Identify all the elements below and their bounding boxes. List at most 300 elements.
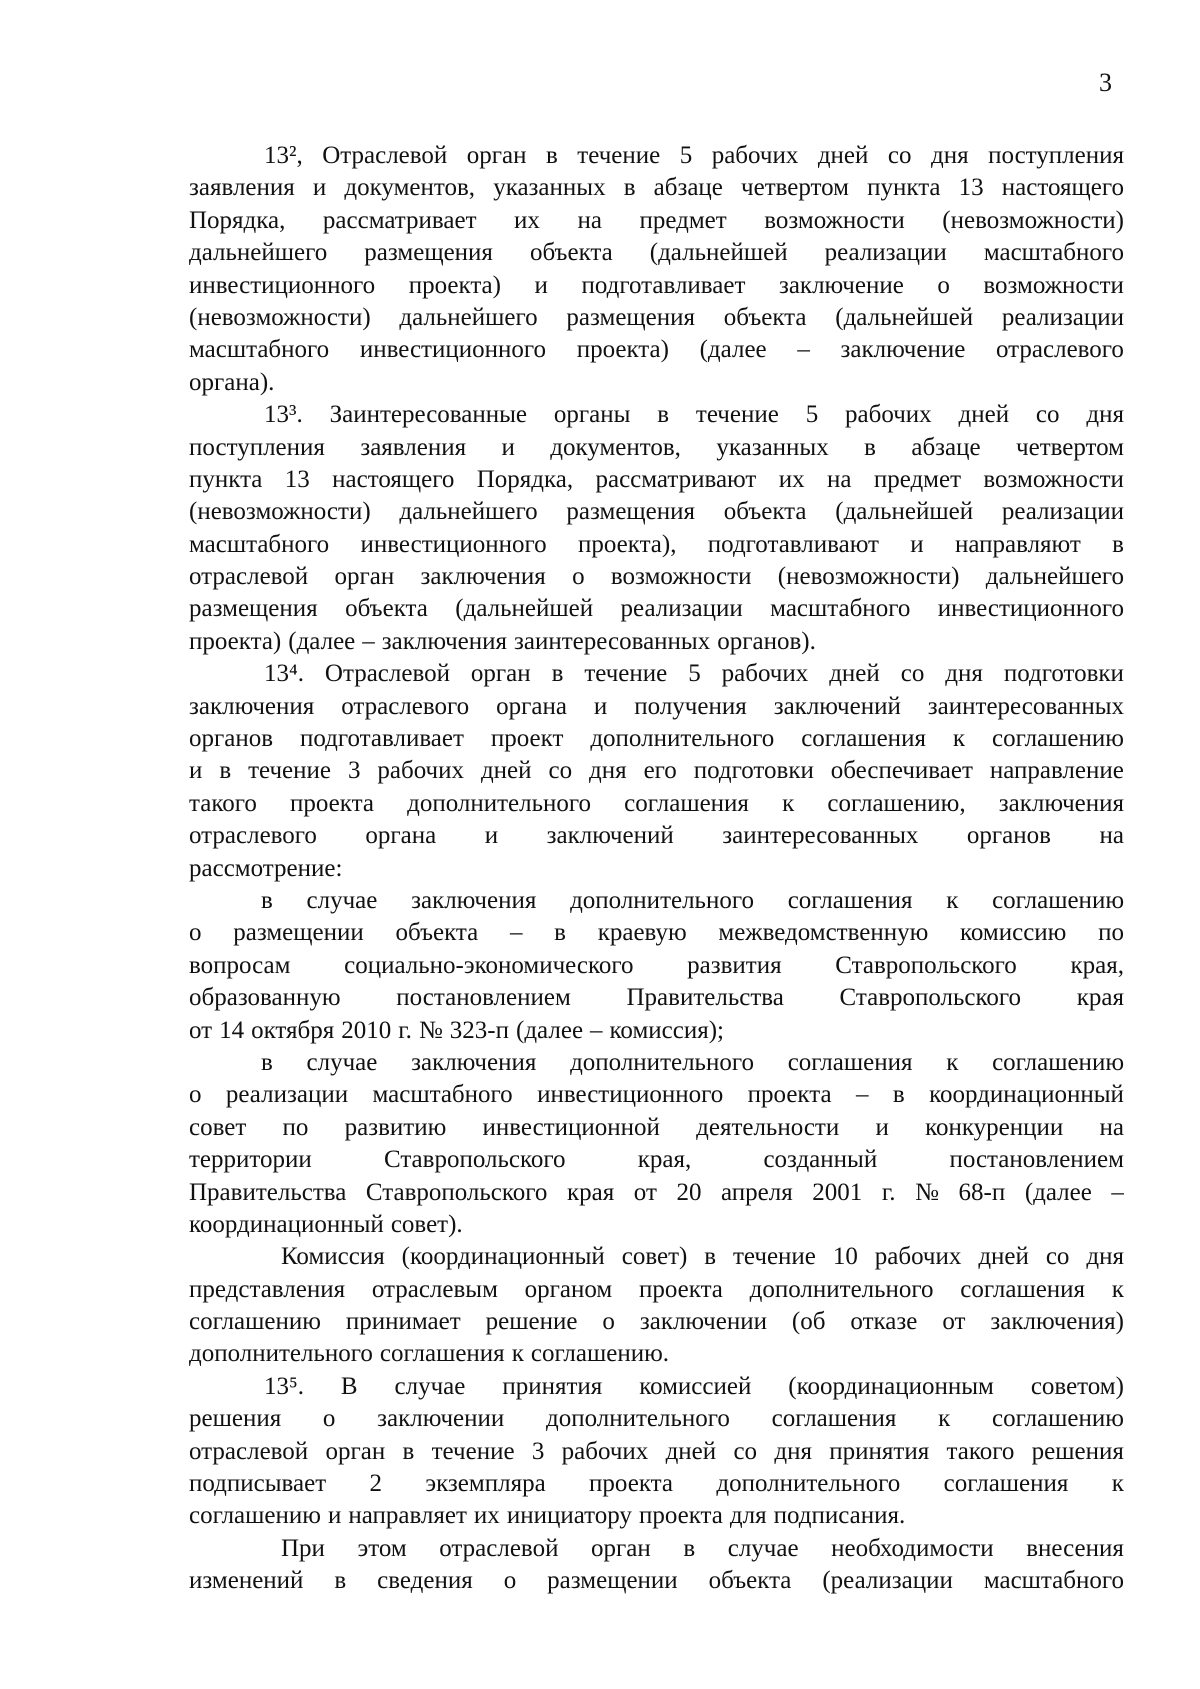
word: 68-п <box>958 1178 1006 1206</box>
word: г. <box>398 1016 412 1044</box>
word: проекта <box>638 1275 723 1303</box>
word: соглашению <box>992 886 1124 914</box>
word: их <box>514 206 540 234</box>
word: 5 <box>805 401 819 429</box>
word: дней <box>480 757 532 785</box>
word: и <box>327 1502 342 1530</box>
word: комиссию <box>960 919 1067 947</box>
word: краевую <box>597 919 687 947</box>
word: 13⁵. <box>264 1372 304 1400</box>
word: заявления <box>189 174 295 202</box>
text-line <box>189 1209 1124 1241</box>
text-line <box>189 982 1124 1014</box>
word: в <box>683 1534 696 1562</box>
word: органом <box>524 1275 613 1303</box>
word: (реализации <box>822 1567 953 1595</box>
word: к <box>946 886 959 914</box>
word: и <box>484 822 499 850</box>
word: – <box>1111 1178 1124 1206</box>
word: соглашения <box>943 1470 1069 1498</box>
word: дней <box>665 1437 717 1465</box>
word: апреля <box>721 1178 793 1206</box>
word: 3 <box>531 1437 545 1465</box>
word: соглашению <box>991 1405 1124 1433</box>
word: органа <box>365 822 437 850</box>
word: (невозможности) <box>942 206 1124 234</box>
word: случае <box>394 1372 466 1400</box>
text-line <box>189 399 1124 431</box>
word: (далее <box>288 627 356 655</box>
word: в <box>551 660 564 688</box>
word: масштабного <box>189 530 330 558</box>
word: соглашения <box>624 789 749 817</box>
word: постановлением <box>396 984 571 1012</box>
word: и <box>875 1113 889 1141</box>
word: дней <box>978 1243 1029 1271</box>
word: со <box>733 1437 758 1465</box>
word: (координационным <box>788 1372 994 1400</box>
word: предмет <box>873 465 962 493</box>
word: дополнительного <box>716 1470 901 1498</box>
word: реализации <box>1001 303 1124 331</box>
word: дня <box>589 757 627 785</box>
text-line <box>189 529 1124 561</box>
word: 13 <box>284 465 310 493</box>
word: Отраслевой <box>324 660 450 688</box>
word: к <box>1111 1470 1124 1498</box>
word: проекта <box>290 789 374 817</box>
word: на <box>1099 822 1124 850</box>
text-line <box>189 1015 1124 1047</box>
word: на <box>577 206 602 234</box>
word: социально-экономического <box>344 951 634 979</box>
text-line <box>189 885 1124 917</box>
word: г. <box>881 1178 896 1206</box>
word: проекта <box>638 1502 723 1530</box>
text-line <box>189 302 1124 334</box>
word: рабочих <box>845 401 932 429</box>
word: Ставропольского <box>835 951 1017 979</box>
word: размещении <box>233 919 364 947</box>
word: возможности <box>983 465 1124 493</box>
word: координационный <box>189 1210 384 1238</box>
word: заинтересованных <box>514 627 711 655</box>
word: 2010 <box>341 1016 392 1044</box>
word: заключение <box>778 271 904 299</box>
word: предмет <box>639 206 727 234</box>
word: о <box>602 1308 615 1336</box>
word: дополнительного <box>545 1405 730 1433</box>
word: отказе <box>850 1308 918 1336</box>
word: внесения <box>1026 1534 1124 1562</box>
word: (далее <box>1024 1178 1092 1206</box>
word: соглашения <box>960 1275 1086 1303</box>
word: представления <box>189 1275 346 1303</box>
word: проекта <box>747 1081 832 1109</box>
text-line <box>189 561 1124 593</box>
word: рабочих <box>711 142 799 169</box>
word: постановлением <box>949 1146 1124 1174</box>
text-line <box>189 205 1124 237</box>
word: рабочих <box>377 757 465 785</box>
word: дальнейшего <box>399 498 538 526</box>
page-number: 3 <box>1099 68 1112 97</box>
word: дня <box>774 1437 812 1465</box>
word: со <box>1035 401 1060 429</box>
word: комиссия); <box>609 1016 724 1044</box>
word: объекта <box>723 303 807 331</box>
word: четвертом <box>1016 433 1124 461</box>
word: абзаце <box>911 433 981 461</box>
word: рабочих <box>721 660 809 688</box>
word: масштабного <box>372 1081 513 1109</box>
word: рассматривает <box>322 206 477 234</box>
word: обеспечивает <box>830 757 973 785</box>
word: принятия <box>829 1437 930 1465</box>
text-line <box>189 367 1124 399</box>
word: о <box>189 919 202 947</box>
word: советом) <box>1030 1372 1124 1400</box>
word: Ставропольского <box>365 1178 548 1206</box>
word: течение <box>577 142 661 169</box>
word: принимает <box>345 1308 461 1336</box>
word: отраслевой <box>189 563 309 591</box>
word: о <box>572 563 585 591</box>
word: в <box>554 919 566 947</box>
word: органов <box>189 725 274 753</box>
word: документов, <box>550 433 681 461</box>
word: и <box>593 692 608 720</box>
word: объекта <box>345 595 428 623</box>
word: реализации <box>1001 498 1124 526</box>
word: заключений <box>773 692 901 720</box>
word: подготовки <box>1003 660 1124 688</box>
word: орган <box>591 1534 651 1562</box>
word: их <box>778 465 805 493</box>
word: рассматривают <box>595 465 757 493</box>
word: направляют <box>954 530 1081 558</box>
word: соглашения <box>771 1405 897 1433</box>
text-line <box>189 334 1124 366</box>
word: Порядка, <box>476 465 574 493</box>
word: в <box>892 1081 905 1109</box>
word: рабочих <box>874 1243 962 1271</box>
word: дополнительного <box>189 1340 373 1368</box>
word: настоящего <box>332 465 455 493</box>
word: (далее <box>516 1016 584 1044</box>
word: заключения <box>381 627 508 655</box>
word: заключении <box>639 1308 767 1336</box>
word: соглашению. <box>530 1340 670 1368</box>
word: проекта) <box>576 336 669 364</box>
word: четвертом <box>741 174 849 202</box>
word: Заинтересованные <box>329 401 528 429</box>
word: инвестиционного <box>360 530 547 558</box>
word: № <box>418 1016 443 1044</box>
word: на <box>826 465 852 493</box>
word: инвестиционного <box>189 271 376 299</box>
text-line <box>189 950 1124 982</box>
word: и <box>534 271 548 299</box>
word: к <box>511 1340 524 1368</box>
word: соглашению <box>992 1048 1124 1076</box>
word: для <box>729 1502 767 1530</box>
word: (дальнейшей <box>649 239 788 267</box>
word: (далее <box>699 336 767 364</box>
word: 13 <box>958 174 984 202</box>
word: орган <box>470 660 531 688</box>
word: органа <box>496 692 567 720</box>
word: – <box>797 336 810 364</box>
word: экземпляра <box>425 1470 546 1498</box>
text-line <box>189 788 1124 820</box>
word: (координационный <box>401 1243 605 1271</box>
word: межведомственную <box>718 919 929 947</box>
document-body <box>189 140 1124 1598</box>
word: в <box>219 757 232 785</box>
word: инвестиционного <box>359 336 547 364</box>
text-line <box>189 1468 1124 1500</box>
word: Правительства <box>626 984 784 1012</box>
word: (невозможности) <box>189 498 371 526</box>
word: 323-п <box>449 1016 510 1044</box>
word: заявления <box>360 433 467 461</box>
word: соглашению <box>189 1308 321 1336</box>
word: о <box>503 1567 517 1595</box>
word: их <box>473 1502 500 1530</box>
text-line <box>189 1436 1124 1468</box>
word: от <box>189 1016 213 1044</box>
word: территории <box>189 1146 312 1174</box>
text-line <box>189 820 1124 852</box>
word: (дальнейшей <box>835 303 974 331</box>
word: течение <box>732 1243 816 1271</box>
word: соглашению, <box>827 789 966 817</box>
word: поступления <box>988 142 1124 169</box>
word: получения <box>634 692 747 720</box>
word: образованную <box>189 984 341 1012</box>
text-line <box>189 1177 1124 1209</box>
word: к <box>1111 1275 1124 1303</box>
word: течение <box>248 757 332 785</box>
word: пункта <box>867 174 941 202</box>
word: в <box>546 142 558 169</box>
word: этом <box>357 1534 407 1562</box>
word: течение <box>431 1437 515 1465</box>
word: орган <box>466 142 527 169</box>
text-line <box>189 1306 1124 1338</box>
word: к <box>946 1048 959 1076</box>
word: проект <box>490 725 564 753</box>
word: органа). <box>189 368 275 396</box>
word: объекта <box>395 919 479 947</box>
word: конкуренции <box>925 1113 1064 1141</box>
word: объекта <box>708 1567 792 1595</box>
word: – <box>362 627 375 655</box>
word: – <box>509 919 523 947</box>
word: органов). <box>717 627 816 655</box>
word: в <box>261 1048 273 1076</box>
text-line <box>189 237 1124 269</box>
word: поступления <box>189 433 325 461</box>
text-line <box>189 723 1124 755</box>
word: указанных <box>716 433 829 461</box>
word: совет <box>189 1113 247 1141</box>
word: инициатору <box>506 1502 632 1530</box>
word: созданный <box>763 1146 878 1174</box>
word: Отраслевой <box>322 142 448 169</box>
text-line <box>189 626 1124 658</box>
word: Порядка, <box>189 206 286 234</box>
word: края, <box>1070 951 1124 979</box>
word: абзаце <box>653 174 723 202</box>
word: решения <box>1031 1437 1124 1465</box>
word: отраслевой <box>439 1534 559 1562</box>
word: в <box>402 1437 415 1465</box>
word: отраслевым <box>371 1275 498 1303</box>
word: проекта) <box>189 627 282 655</box>
word: по <box>1098 919 1124 947</box>
word: размещения <box>364 239 493 267</box>
word: в <box>623 174 636 202</box>
word: реализации <box>824 239 947 267</box>
word: заключения <box>189 692 315 720</box>
word: деятельности <box>696 1113 840 1141</box>
word: настоящего <box>1001 174 1124 202</box>
word: 13², <box>264 142 303 169</box>
word: соглашения <box>787 886 913 914</box>
word: течение <box>584 660 668 688</box>
word: принятия <box>502 1372 603 1400</box>
word: о <box>189 1081 202 1109</box>
word: инвестиционного <box>937 595 1124 623</box>
word: рабочих <box>561 1437 649 1465</box>
text-line <box>189 917 1124 949</box>
word: Комиссия <box>281 1243 385 1271</box>
word: подготавливает <box>299 725 464 753</box>
word: развитию <box>344 1113 447 1141</box>
word: заключения <box>411 886 537 914</box>
word: № <box>915 1178 939 1206</box>
word: со <box>1045 1243 1070 1271</box>
word: дня <box>1086 401 1124 429</box>
word: дополнительного <box>570 1048 754 1076</box>
word: такого <box>946 1437 1015 1465</box>
word: соглашению <box>991 725 1124 753</box>
word: размещения <box>566 303 696 331</box>
word: вопросам <box>189 951 291 979</box>
word: дополнительного <box>570 886 754 914</box>
word: проекта <box>589 1470 673 1498</box>
text-line <box>189 1403 1124 1435</box>
word: (дальнейшей <box>455 595 594 623</box>
text-line <box>189 172 1124 204</box>
word: совет). <box>390 1210 463 1238</box>
word: реализации <box>620 595 743 623</box>
text-line <box>189 1047 1124 1079</box>
word: дней <box>829 660 880 688</box>
word: решения <box>189 1405 282 1433</box>
word: заключений <box>546 822 674 850</box>
word: о <box>322 1405 336 1433</box>
word: возможности <box>610 563 752 591</box>
word: о <box>937 271 950 299</box>
word: отраслевого <box>189 822 317 850</box>
word: указанных <box>493 174 606 202</box>
word: размещении <box>547 1567 678 1595</box>
word: 5 <box>679 142 693 169</box>
word: возможности <box>983 271 1124 299</box>
word: случае <box>727 1534 799 1562</box>
word: к <box>938 1405 951 1433</box>
text-line <box>189 1565 1124 1597</box>
word: 2001 <box>812 1178 863 1206</box>
text-line <box>189 1338 1124 1370</box>
word: возможности <box>764 206 905 234</box>
word: координационный <box>929 1081 1124 1109</box>
word: подготовки <box>693 757 814 785</box>
word: от <box>942 1308 966 1336</box>
text-line <box>189 1112 1124 1144</box>
word: заинтересованных <box>722 822 919 850</box>
word: дней <box>817 142 869 169</box>
word: рассмотрение: <box>189 854 343 882</box>
word: необходимости <box>831 1534 994 1562</box>
word: 20 <box>676 1178 702 1206</box>
word: и <box>501 433 515 461</box>
word: дальнейшего <box>189 239 328 267</box>
word: масштабного <box>770 595 911 623</box>
word: документов, <box>344 174 476 202</box>
word: дня <box>930 142 969 169</box>
word: случае <box>306 1048 378 1076</box>
word: При <box>281 1534 325 1562</box>
word: Ставропольского <box>839 984 1022 1012</box>
word: развития <box>687 951 782 979</box>
word: инвестиционного <box>537 1081 724 1109</box>
text-line <box>189 1274 1124 1306</box>
word: октября <box>251 1016 335 1044</box>
word: по <box>282 1113 309 1141</box>
word: от <box>633 1178 657 1206</box>
text-line <box>189 1533 1124 1565</box>
word: заинтересованных <box>927 692 1124 720</box>
text-line <box>189 691 1124 723</box>
word: масштабного <box>983 239 1124 267</box>
word: заключения <box>998 789 1124 817</box>
word: края, <box>637 1146 692 1174</box>
word: орган <box>334 563 395 591</box>
text-line <box>189 1241 1124 1273</box>
word: соглашения <box>801 725 926 753</box>
text-line <box>189 658 1124 690</box>
word: дня <box>945 660 983 688</box>
word: подготавливают <box>707 530 879 558</box>
word: инвестиционной <box>482 1113 660 1141</box>
word: дополнительного <box>749 1275 934 1303</box>
word: соглашения <box>379 1340 505 1368</box>
word: решение <box>485 1308 578 1336</box>
word: такого <box>189 789 257 817</box>
text-line <box>189 496 1124 528</box>
word: и <box>910 530 924 558</box>
word: дальнейшего <box>985 563 1124 591</box>
word: заключение <box>840 336 966 364</box>
word: подписывает <box>189 1470 327 1498</box>
word: и <box>189 757 203 785</box>
word: размещения <box>566 498 696 526</box>
word: – <box>856 1081 869 1109</box>
